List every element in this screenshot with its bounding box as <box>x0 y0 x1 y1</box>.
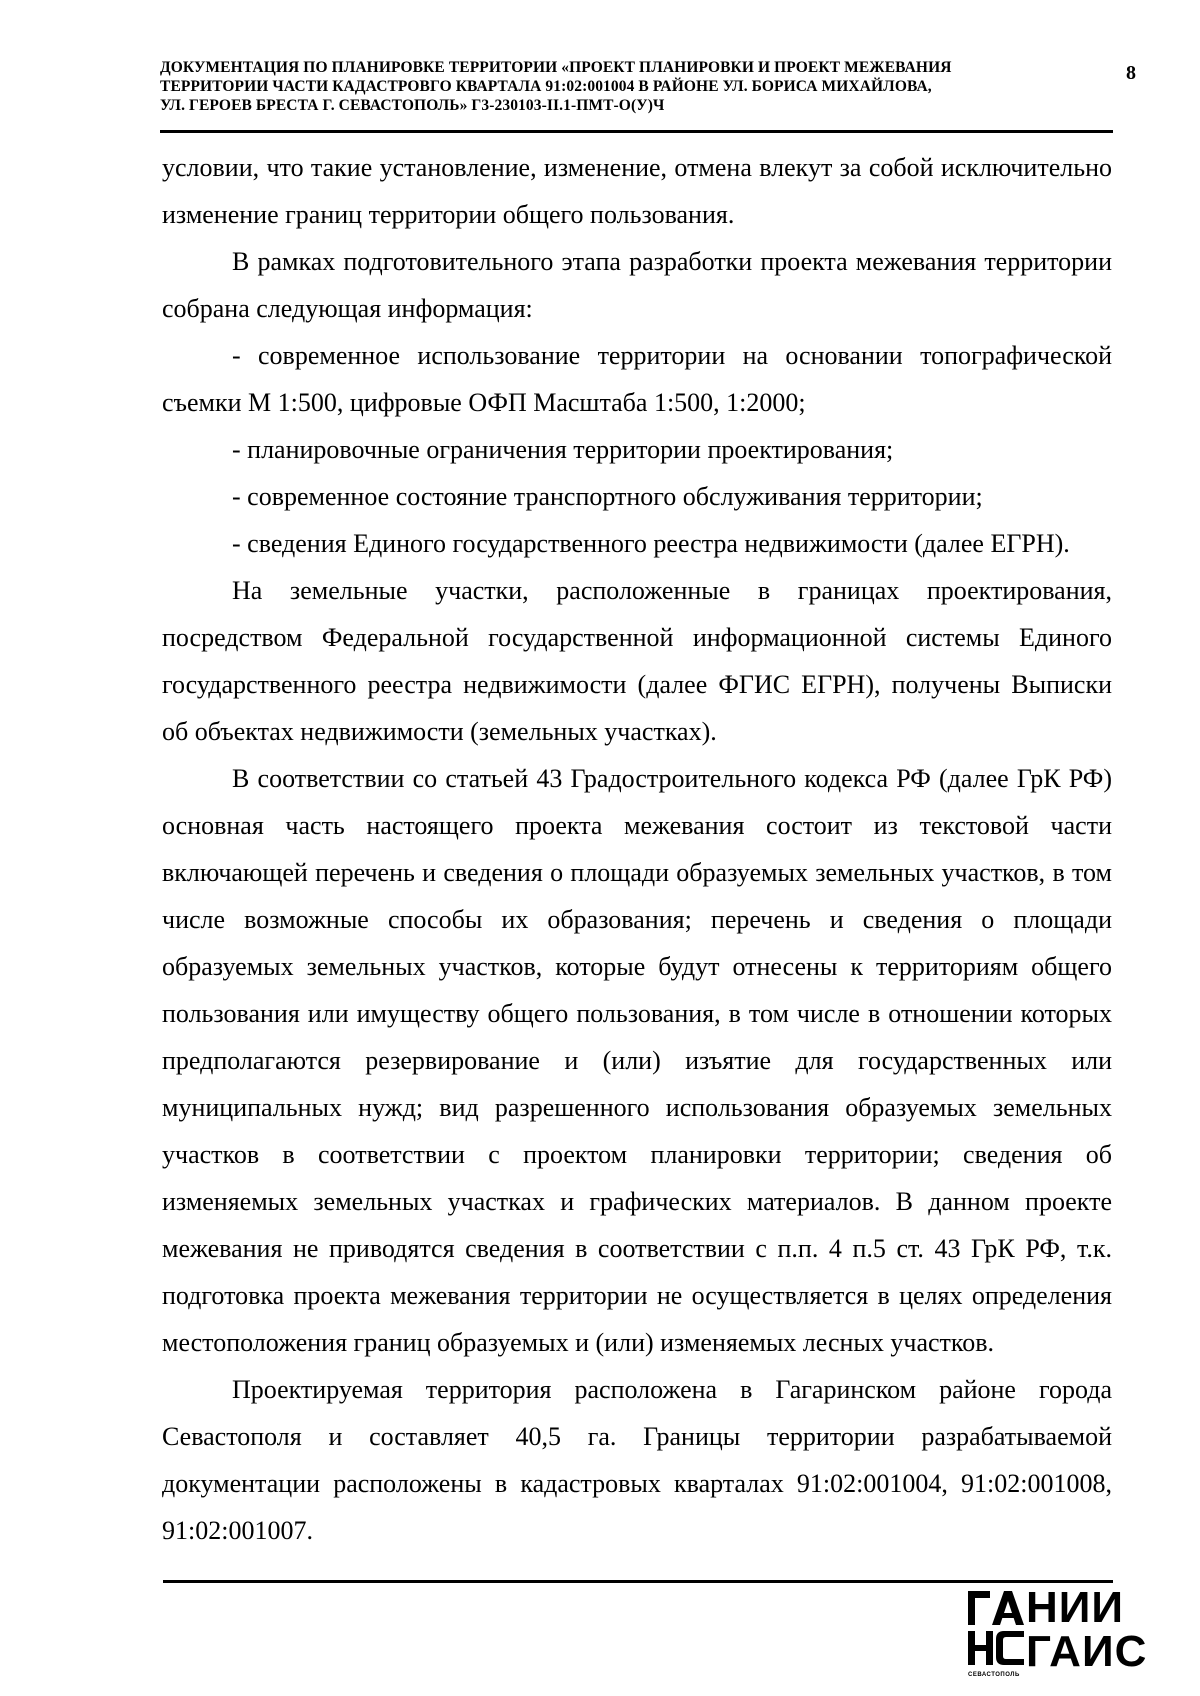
paragraph-preparation: В рамках подготовительного этапа разработки проекта межевания территории собрана следующая информация: <box>162 247 1112 323</box>
paragraph-territory: Проектируемая территория расположена в Гагаринском районе города Севастополя и составляет 40,5 га. Границы территории разрабатываемой документации расположены в кадастровых кварталах 91:02:001004, 91:02:001008, 91:02:001007. <box>162 1375 1112 1545</box>
paragraph-continuation: условии, что такие установление, изменение, отмена влекут за собой исключительно изменение границ территории общего пользования. <box>162 153 1112 229</box>
header-line-3: УЛ. ГЕРОЕВ БРЕСТА Г. СЕВАСТОПОЛЬ» Г3-230103-II.1-ПМТ-О(У)Ч <box>160 97 665 114</box>
paragraph-extracts: На земельные участки, расположенные в границах проектирования, посредством Федеральной государственной информационной системы Единого государственного реестра недвижимости (далее ФГИС ЕГРН), получены Выписки об объектах недвижимости (земельных участках). <box>162 576 1112 746</box>
paragraph-article-43: В соответствии со статьей 43 Градостроительного кодекса РФ (далее ГрК РФ) основная часть настоящего проекта межевания состоит из текстовой части включающей перечень и сведения о площади образуемых земельных участков, в том числе возможные способы их образования; перечень и сведения о площади образуемых земельных участков, которые будут отнесены к территориям общего пользования или имуществу общего пользования, в том числе в отношении которых предполагаются резервирование и (или) изъятие для государственных или муниципальных нужд; вид разрешенного использования образуемых земельных участков в соответствии с проектом планировки территории; сведения об изменяемых земельных участках и графических материалов. В данном проекте межевания не приводятся сведения в соответствии с п.п. 4 п.5 ст. 43 ГрК РФ, т.к. подготовка проекта межевания территории не осуществляется в целях определения местоположения границ образуемых и (или) изменяемых лесных участков. <box>162 764 1112 1357</box>
header-line-2: ТЕРРИТОРИИ ЧАСТИ КАДАСТРОВГО КВАРТАЛА 91:02:001004 В РАЙОНЕ УЛ. БОРИСА МИХАЙЛОВА, <box>160 78 932 95</box>
niigais-logo-text <box>1026 1583 1148 1676</box>
document-body <box>162 144 1112 1554</box>
list-item-transport: - современное состояние транспортного обслуживания территории; <box>232 482 983 511</box>
footer-divider <box>163 1580 1113 1583</box>
logo-line-1: НИИ <box>1026 1583 1125 1632</box>
list-item-restrictions: - планировочные ограничения территории проектирования; <box>232 435 894 464</box>
logo-line-2: ГАИС <box>1026 1627 1148 1676</box>
document-header <box>160 58 1090 115</box>
list-item-usage: - современное использование территории на основании топографической съемки М 1:500, цифровые ОФП Масштаба 1:500, 1:2000; <box>162 341 1112 417</box>
list-item-egrn: - сведения Единого государственного реестра недвижимости (далее ЕГРН). <box>232 529 1070 558</box>
logo-caption: СЕВАСТОПОЛЬ <box>968 1672 1020 1678</box>
page-number: 8 <box>1126 62 1136 84</box>
header-divider <box>160 130 1113 133</box>
header-line-1: ДОКУМЕНТАЦИЯ ПО ПЛАНИРОВКЕ ТЕРРИТОРИИ «ПРОЕКТ ПЛАНИРОВКИ И ПРОЕКТ МЕЖЕВАНИЯ <box>160 59 952 76</box>
